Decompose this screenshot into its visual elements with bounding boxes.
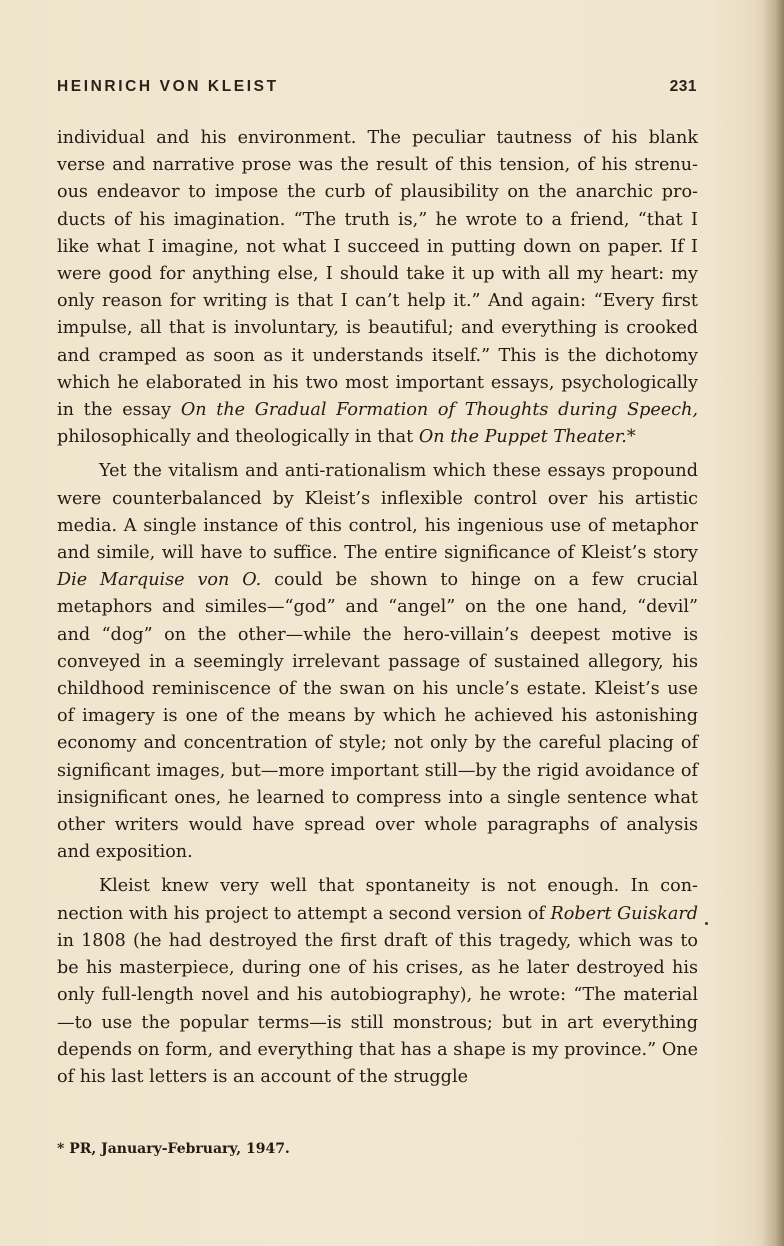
- text-run: could be shown to hinge on a few crucial metaphors and similes—“god” and “angel” on the one hand, “devil” and “dog” on the other—while the hero-villain’s deepest motive is conveyed in a seemingly irrelevant passage of sustained allegory, his childhood reminiscence of the swan on his uncle’s estate. Kleist’s use of imagery is one of the means by which he achieved his astonishing economy and concentration of style; not only by the careful placing of significant images, but—more important still—by the rigid avoidance of insignificant ones, he learned to compress into a single sentence what other writers would have spread over whole paragraphs of analysis and exposition.: [57, 570, 698, 863]
- footnote-marker: *: [626, 427, 636, 448]
- text-run: Kleist knew very well that spontaneity is not enough. In connection with his project to attempt a second version of: [57, 876, 698, 924]
- text-run: in 1808 (he had destroyed the first draft of this tragedy, which was to be his masterpiece, during one of his crises, as he later destroyed his only full-length novel and his autobiography), he wrote: “The material—to use the popular terms—is still monstrous; but in art everything depends on form, and everything that has a shape is my province.” One of his last letters is an account of the struggle: [57, 930, 698, 1087]
- story-title: Die Marquise von O.: [57, 570, 262, 591]
- essay-title: On the Gradual Formation of Thoughts during Speech,: [180, 400, 698, 421]
- running-head: [57, 78, 697, 104]
- page-number: 231: [669, 78, 697, 95]
- paragraph: [57, 125, 698, 451]
- text-run: philosophically and theologically in that: [57, 427, 419, 448]
- page-edge-shadow: [762, 0, 784, 1246]
- paragraph: [57, 458, 698, 866]
- paragraph: [57, 873, 698, 1091]
- body-text: [57, 125, 698, 1091]
- margin-mark: [705, 922, 708, 925]
- footnote: * PR, January-February, 1947.: [57, 1141, 290, 1157]
- text-run: Yet the vitalism and anti-rationalism which these essays propound were counterbalanced by Kleist’s inflexible control over his artistic media. A single instance of this control, his ingenious use of metaphor and simile, will have to suffice. The entire significance of Kleist’s story: [57, 461, 698, 564]
- text-run: individual and his environment. The peculiar tautness of his blank verse and narrative prose was the result of this tension, of his strenuous endeavor to impose the curb of plausibility on the anarchic products of his imagination. “The truth is,” he wrote to a friend, “that I like what I imagine, not what I succeed in putting down on paper. If I were good for anything else, I should take it up with all my heart: my only reason for writing is that I can’t help it.” And again: “Every first impulse, all that is involuntary, is beautiful; and everything is crooked and cramped as soon as it understands itself.” This is the dichotomy which he elaborated in his two most important essays, psychologically in the essay: [57, 128, 698, 421]
- running-head-title: HEINRICH VON KLEIST: [57, 78, 279, 95]
- essay-title: On the Puppet Theater.: [418, 427, 627, 448]
- play-title: Robert Guiskard: [550, 903, 698, 924]
